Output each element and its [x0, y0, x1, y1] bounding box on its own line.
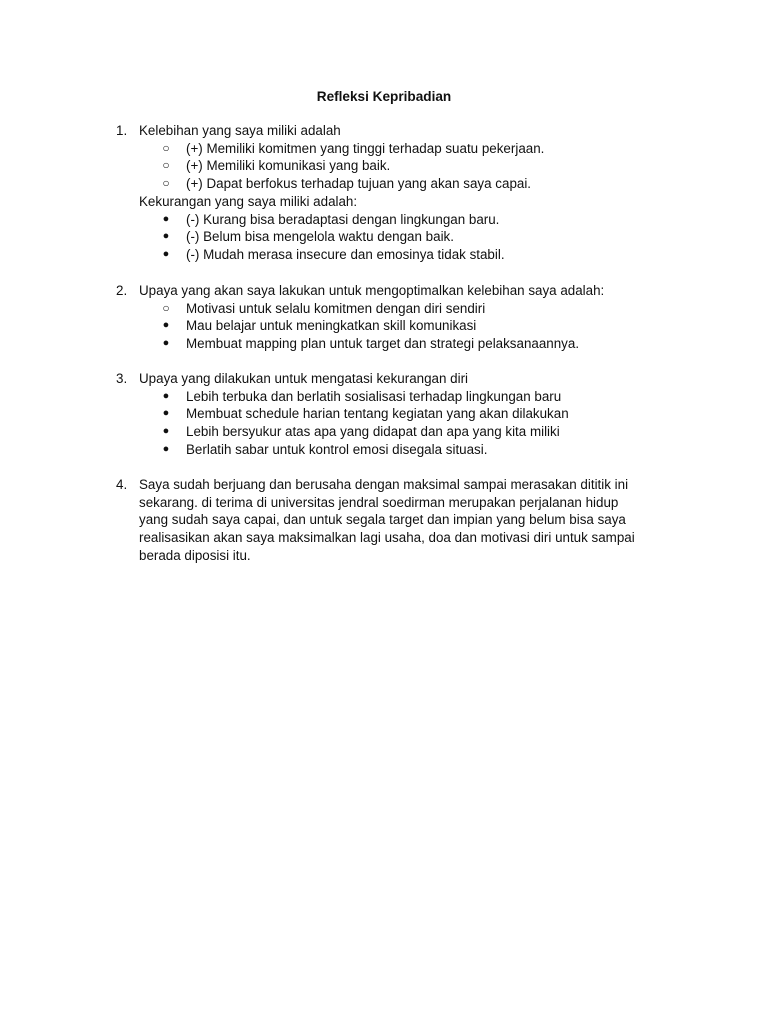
disc-bullet-icon: ●: [162, 389, 170, 402]
list-item: [116, 317, 676, 335]
list-item: [116, 405, 676, 423]
section-4-line: sekarang. di terima di universitas jendral soedirman merupakan perjalanan hidup: [139, 494, 619, 510]
list-item-text: Lebih terbuka dan berlatih sosialisasi terhadap lingkungan baru: [186, 388, 562, 404]
list-item: [116, 157, 676, 175]
section-4: [116, 476, 676, 565]
list-item: [116, 246, 676, 264]
disc-bullet-icon: ●: [162, 425, 170, 438]
disc-bullet-icon: ●: [162, 407, 170, 420]
list-item-text: Membuat mapping plan untuk target dan strategi pelaksanaannya.: [186, 336, 580, 352]
disc-bullet-icon: ●: [162, 247, 170, 260]
list-item-text: Membuat schedule harian tentang kegiatan yang akan dilakukan: [186, 406, 569, 422]
list-item: [116, 175, 676, 193]
section-2-number: 2.: [116, 283, 128, 298]
list-item: [116, 441, 676, 459]
list-item-text: (-) Mudah merasa insecure dan emosinya tidak stabil.: [186, 246, 505, 262]
section-1-number: 1.: [116, 123, 128, 138]
section-3-number: 3.: [116, 371, 128, 386]
document-title: Refleksi Kepribadian: [316, 89, 452, 104]
section-4-line: Saya sudah berjuang dan berusaha dengan maksimal sampai merasakan dititik ini: [139, 477, 629, 492]
section-3-heading-row: [116, 370, 676, 388]
section-3-heading: Upaya yang dilakukan untuk mengatasi kekurangan diri: [139, 371, 469, 386]
list-item-text: Mau belajar untuk meningkatkan skill komunikasi: [186, 318, 477, 334]
list-item: [116, 335, 676, 353]
disc-bullet-icon: ●: [162, 337, 170, 350]
section-1-heading: Kelebihan yang saya miliki adalah: [139, 123, 341, 138]
section-4-line: yang sudah saya capai, dan untuk segala target dan impian yang belum bisa saya: [139, 512, 626, 528]
circle-bullet-icon: ○: [162, 176, 170, 191]
section-1-heading-row: [116, 122, 676, 140]
list-item: [116, 211, 676, 229]
section-4-paragraph-row: [116, 476, 676, 565]
list-item-text: Berlatih sabar untuk kontrol emosi disegala situasi.: [186, 441, 488, 457]
list-item: [116, 228, 676, 246]
section-2-heading-row: [116, 282, 676, 300]
list-item-text: (-) Kurang bisa beradaptasi dengan lingkungan baru.: [186, 211, 500, 227]
section-4-line: realisasikan akan saya maksimalkan lagi usaha, doa dan motivasi diri untuk sampai: [139, 530, 635, 546]
list-item-text: (+) Memiliki komunikasi yang baik.: [186, 158, 391, 174]
section-1: [116, 122, 676, 264]
section-2: [116, 282, 676, 353]
section-4-number: 4.: [116, 477, 128, 492]
disc-bullet-icon: ●: [162, 319, 170, 332]
circle-bullet-icon: ○: [162, 158, 170, 173]
list-item-text: (-) Belum bisa mengelola waktu dengan baik.: [186, 229, 454, 245]
list-item-text: Lebih bersyukur atas apa yang didapat dan apa yang kita miliki: [186, 424, 560, 440]
list-item-text: (+) Dapat berfokus terhadap tujuan yang akan saya capai.: [186, 176, 532, 192]
list-item-text: Motivasi untuk selalu komitmen dengan diri sendiri: [186, 300, 486, 316]
section-1-subheading: Kekurangan yang saya miliki adalah:: [139, 193, 358, 209]
disc-bullet-icon: ●: [162, 442, 170, 455]
disc-bullet-icon: ●: [162, 212, 170, 225]
list-item: [116, 388, 676, 406]
circle-bullet-icon: ○: [162, 140, 170, 155]
circle-bullet-icon: ○: [162, 300, 170, 315]
list-item: [116, 300, 676, 318]
section-3: [116, 370, 676, 459]
section-2-heading: Upaya yang akan saya lakukan untuk mengoptimalkan kelebihan saya adalah:: [139, 283, 605, 298]
section-4-line: berada diposisi itu.: [139, 547, 251, 563]
disc-bullet-icon: ●: [162, 230, 170, 243]
list-item-text: (+) Memiliki komitmen yang tinggi terhadap suatu pekerjaan.: [186, 140, 545, 156]
list-item: [116, 423, 676, 441]
list-item: [116, 140, 676, 158]
